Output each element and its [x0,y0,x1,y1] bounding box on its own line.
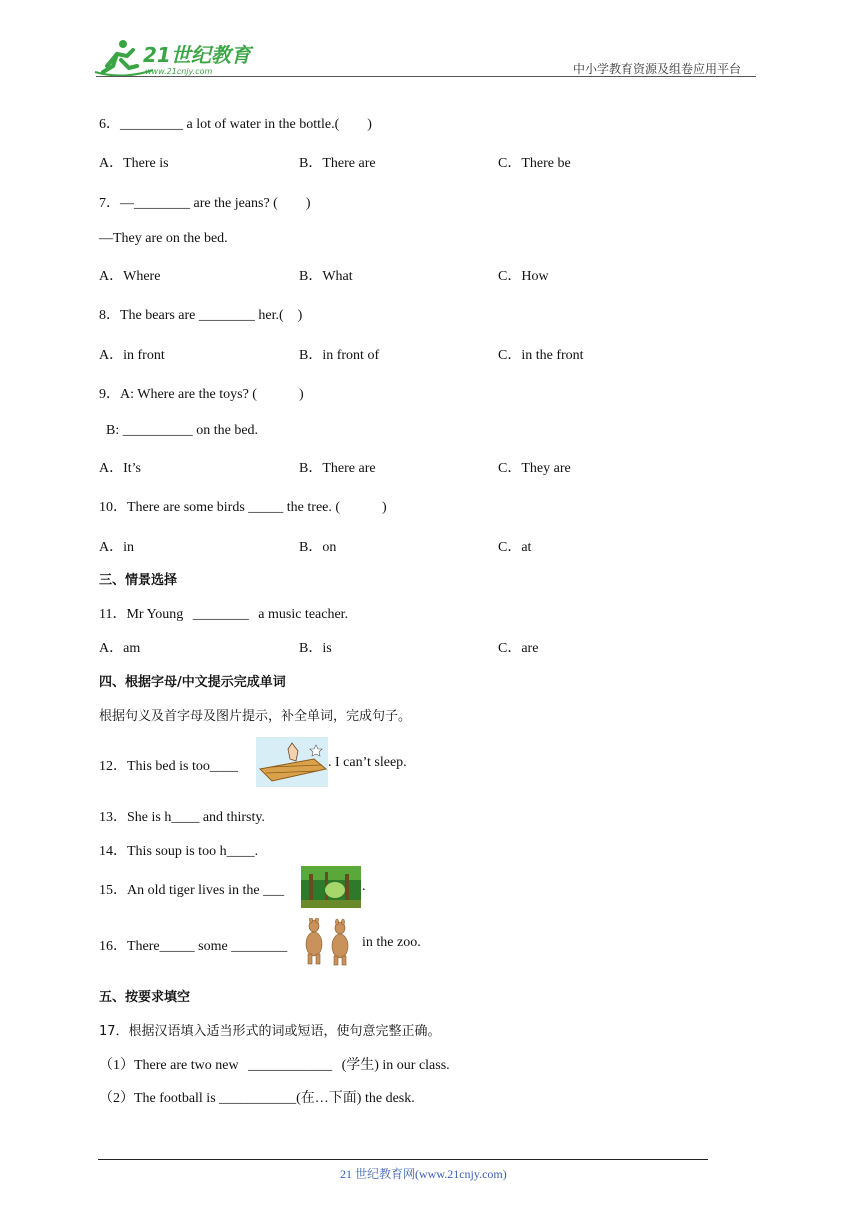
question-7-option-b: B．What [299,269,353,284]
question-8-option-a: A．in front [99,348,165,363]
hard-bed-picture [256,737,328,787]
section-4-instruction: 根据句义及首字母及图片提示，补全单词，完成句子。 [99,709,412,724]
question-17-part-1-blank: ____________ [248,1058,333,1073]
question-13: 13．She is h____ and thirsty. [99,810,265,825]
question-16-end: in the zoo. [362,935,421,950]
question-11-stem-end: a music teacher. [258,607,349,622]
question-11-stem [99,603,348,623]
question-7-option-a: A．Where [99,269,161,284]
question-10-option-c: C．at [498,540,532,555]
site-logo [93,36,263,80]
question-11-stem-start: 11．Mr Young [99,607,184,622]
question-14: 14．This soup is too h____. [99,844,259,859]
question-11-option-a: A．am [99,641,141,656]
question-6-option-b: B．There are [299,156,376,171]
question-8-stem: 8．The bears are ________ her.( ) [99,308,303,323]
question-12-start: 12．This bed is too____ [99,759,238,774]
question-7-stem: 7．—________ are the jeans? ( ) [99,196,311,211]
logo-text: 21世纪教育 [143,43,251,67]
question-17-part-2: （2）The football is ___________(在…下面) the desk. [99,1091,415,1106]
question-11-option-b: B．is [299,641,332,656]
question-6-stem: 6．_________ a lot of water in the bottle.( ) [99,117,372,132]
question-9-line2: B: __________ on the bed. [106,423,259,438]
question-6-option-c: C．There be [498,156,571,171]
question-15-start: 15．An old tiger lives in the ___ [99,883,285,898]
question-11-option-c: C．are [498,641,539,656]
logo-url: www.21cnjy.com [145,67,213,76]
header-platform-name: 中小学教育资源及组卷应用平台 [573,62,742,76]
footer-divider [98,1159,708,1160]
footer-site-link[interactable]: 21 世纪教育网(www.21cnjy.com) [340,1167,507,1181]
question-8-option-b: B．in front of [299,348,380,363]
question-11-blank: ________ [192,607,249,622]
question-12-end: . I can’t sleep. [328,755,407,770]
question-8-option-c: C．in the front [498,348,584,363]
question-17-part-1-start: （1）There are two new [99,1058,239,1073]
question-17-part-1 [99,1054,450,1074]
forest-picture [301,866,361,908]
question-16-start: 16．There_____ some ________ [99,939,288,954]
question-9-option-b: B．There are [299,461,376,476]
question-9-option-c: C．They are [498,461,571,476]
question-17-part-1-end: (学生) in our class. [341,1058,450,1073]
header-divider [96,76,756,77]
section-4-heading: 四、根据字母/中文提示完成单词 [99,675,286,690]
question-10-stem: 10．There are some birds _____ the tree. ( ) [99,500,387,515]
question-6-option-a: A．There is [99,156,169,171]
question-10-option-a: A．in [99,540,134,555]
question-15-end: . [362,879,366,894]
question-9-option-a: A．It’s [99,461,141,476]
section-3-heading: 三、情景选择 [99,573,178,588]
question-10-option-b: B．on [299,540,337,555]
section-5-heading: 五、按要求填空 [99,990,191,1005]
question-17-stem: 17．根据汉语填入适当形式的词或短语，使句意完整正确。 [99,1024,441,1039]
question-9-stem: 9．A: Where are the toys? ( ) [99,387,304,402]
question-7-option-c: C．How [498,269,549,284]
kangaroos-picture [302,918,354,966]
question-7-line2: —They are on the bed. [99,231,228,246]
